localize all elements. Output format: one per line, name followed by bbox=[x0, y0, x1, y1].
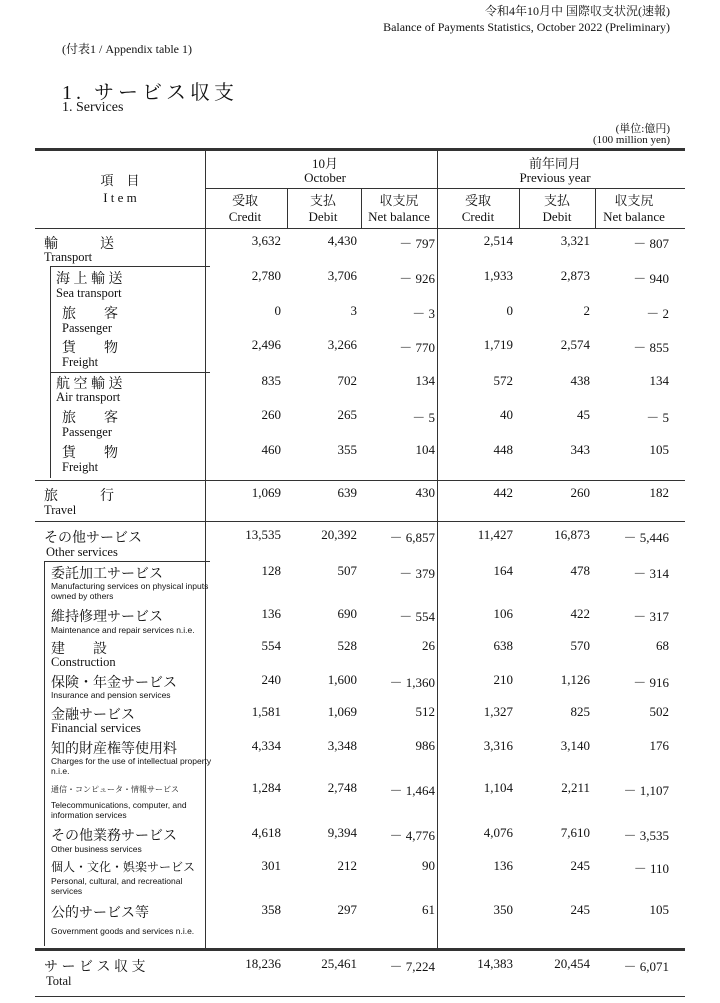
net-header-jp: 収支尻 bbox=[379, 193, 419, 208]
row-label-en: Construction bbox=[51, 655, 116, 669]
cell-debit-prev: 245 bbox=[570, 858, 590, 873]
cell-net-prev: － 5,446 bbox=[623, 530, 669, 545]
cell-debit: 1,069 bbox=[327, 704, 357, 719]
cell-net: － 1,464 bbox=[389, 783, 435, 798]
cell-credit-prev: 14,383 bbox=[477, 956, 513, 971]
cell-credit: 240 bbox=[261, 672, 281, 687]
item-header-jp: 項 目 bbox=[100, 173, 140, 188]
cell-credit: 18,236 bbox=[245, 956, 281, 971]
table-row bbox=[0, 738, 720, 756]
row-label-jp: その他サービス bbox=[44, 531, 142, 546]
cell-credit-prev: 1,327 bbox=[483, 704, 513, 719]
subgroup-rule bbox=[50, 266, 210, 267]
row-label-en: Travel bbox=[44, 503, 77, 517]
cell-net-prev: － 916 bbox=[633, 675, 669, 690]
cell-net-prev: － 5 bbox=[646, 410, 669, 425]
table-row bbox=[0, 858, 720, 876]
cell-debit: 4,430 bbox=[327, 233, 357, 248]
table-row bbox=[0, 563, 720, 581]
row-label-en: Freight bbox=[62, 355, 99, 369]
cell-net-prev: － 6,071 bbox=[623, 959, 669, 974]
cell-credit: 4,334 bbox=[251, 738, 281, 753]
row-label-jp: 通信・コンピュータ・情報サービス bbox=[51, 785, 179, 794]
row-label-en: Air transport bbox=[56, 390, 121, 404]
row-label-en: Passenger bbox=[62, 321, 112, 335]
header-divider bbox=[205, 188, 685, 189]
table-row bbox=[0, 780, 720, 798]
row-label-en: Other services bbox=[46, 545, 118, 559]
cell-credit: 0 bbox=[274, 303, 281, 318]
cell-credit-prev: 164 bbox=[493, 563, 513, 578]
row-label-en: Financial services bbox=[51, 721, 141, 735]
debit-header-en: Debit bbox=[308, 209, 338, 224]
cell-debit: 639 bbox=[337, 485, 357, 500]
subgroup-rule bbox=[44, 561, 210, 562]
row-label-jp: 旅 客 bbox=[62, 411, 118, 426]
cell-net: － 4,776 bbox=[389, 828, 435, 843]
cell-net: 26 bbox=[422, 638, 435, 653]
table-row bbox=[0, 337, 720, 355]
cell-debit: 507 bbox=[337, 563, 357, 578]
credit-header-jp: 受取 bbox=[231, 193, 258, 208]
table-row bbox=[0, 902, 720, 920]
cell-net: － 3 bbox=[412, 306, 435, 321]
cell-net-prev: － 317 bbox=[633, 609, 669, 624]
cell-net: － 554 bbox=[399, 609, 435, 624]
total-top-rule bbox=[35, 948, 685, 951]
table-row bbox=[0, 268, 720, 286]
cell-debit-prev: 20,454 bbox=[554, 956, 590, 971]
table-row bbox=[0, 527, 720, 545]
table-row bbox=[0, 485, 720, 503]
cell-credit-prev: 1,104 bbox=[483, 780, 513, 795]
cell-net: 134 bbox=[415, 373, 435, 388]
row-label-jp: 海 上 輸 送 bbox=[56, 272, 123, 287]
row-label-jp: 貨 物 bbox=[62, 446, 118, 461]
cell-credit-prev: 136 bbox=[493, 858, 513, 873]
cell-credit: 1,581 bbox=[251, 704, 281, 719]
cell-net: － 379 bbox=[399, 566, 435, 581]
cell-net-prev: － 2 bbox=[646, 306, 669, 321]
cell-debit-prev: 825 bbox=[570, 704, 590, 719]
cell-debit: 355 bbox=[337, 442, 357, 457]
total-label-en: Total bbox=[46, 974, 72, 988]
cell-debit: 3,348 bbox=[327, 738, 357, 753]
cell-credit: 358 bbox=[261, 902, 281, 917]
cell-net: － 770 bbox=[399, 340, 435, 355]
cell-credit: 554 bbox=[261, 638, 281, 653]
cell-debit-prev: 478 bbox=[570, 563, 590, 578]
row-label-en: Sea transport bbox=[56, 286, 122, 300]
section-title-en: 1. Services bbox=[62, 100, 124, 115]
credit-header-en: Credit bbox=[461, 209, 495, 224]
cell-net: 90 bbox=[422, 858, 435, 873]
row-label-jp: 旅 客 bbox=[62, 307, 118, 322]
credit-header-en: Credit bbox=[228, 209, 262, 224]
cell-credit: 301 bbox=[261, 858, 281, 873]
debit-header-jp: 支払 bbox=[543, 193, 570, 208]
header-bottom-rule bbox=[35, 228, 685, 229]
cell-credit-prev: 638 bbox=[493, 638, 513, 653]
cell-debit-prev: 343 bbox=[570, 442, 590, 457]
cell-credit: 2,496 bbox=[251, 337, 281, 352]
cell-debit: 702 bbox=[337, 373, 357, 388]
cell-net-prev: － 314 bbox=[633, 566, 669, 581]
net-header-en: Net balance bbox=[368, 209, 430, 224]
month-header-en: October bbox=[304, 170, 346, 185]
total-row bbox=[0, 956, 720, 974]
row-label-jp: その他業務サービス bbox=[51, 829, 177, 844]
cell-credit: 835 bbox=[261, 373, 281, 388]
cell-credit: 136 bbox=[261, 606, 281, 621]
cell-credit-prev: 106 bbox=[493, 606, 513, 621]
cell-debit-prev: 45 bbox=[577, 407, 590, 422]
group-divider bbox=[35, 521, 685, 522]
cell-credit-prev: 448 bbox=[493, 442, 513, 457]
row-label-en: Freight bbox=[62, 460, 99, 474]
table-bottom-rule bbox=[35, 996, 685, 997]
cell-debit: 20,392 bbox=[321, 527, 357, 542]
table-row bbox=[0, 704, 720, 722]
cell-debit-prev: 1,126 bbox=[560, 672, 590, 687]
cell-credit-prev: 1,933 bbox=[483, 268, 513, 283]
item-header-en: I t e m bbox=[103, 190, 137, 205]
cell-debit-prev: 2 bbox=[583, 303, 590, 318]
cell-debit-prev: 260 bbox=[570, 485, 590, 500]
row-label-jp: 輸 送 bbox=[44, 237, 114, 252]
cell-credit-prev: 2,514 bbox=[483, 233, 513, 248]
cell-credit-prev: 572 bbox=[493, 373, 513, 388]
table-row bbox=[0, 638, 720, 656]
cell-net-prev: － 1,107 bbox=[623, 783, 669, 798]
cell-net: 986 bbox=[415, 738, 435, 753]
net-header-en: Net balance bbox=[603, 209, 665, 224]
net-header-jp: 収支尻 bbox=[614, 193, 654, 208]
row-label-jp: 個人・文化・娯楽サービス bbox=[51, 860, 196, 874]
cell-debit: 212 bbox=[337, 858, 357, 873]
total-label-jp: サ ー ビ ス 収 支 bbox=[44, 960, 146, 975]
cell-credit: 3,632 bbox=[251, 233, 281, 248]
row-label-jp: 知的財産権等使用料 bbox=[51, 742, 177, 757]
cell-net: 61 bbox=[422, 902, 435, 917]
table-row bbox=[0, 606, 720, 624]
row-label-jp: 航 空 輸 送 bbox=[56, 377, 123, 392]
cell-credit: 128 bbox=[261, 563, 281, 578]
row-label-jp: 委託加工サービス bbox=[51, 567, 163, 582]
row-label-en: Passenger bbox=[62, 425, 112, 439]
cell-debit: 1,600 bbox=[327, 672, 357, 687]
cell-net: 104 bbox=[415, 442, 435, 457]
row-label-en: Other business services bbox=[51, 844, 142, 854]
cell-credit-prev: 1,719 bbox=[483, 337, 513, 352]
cell-net-prev: 502 bbox=[649, 704, 669, 719]
cell-debit: 9,394 bbox=[327, 825, 357, 840]
section-title-jp: 1. サービス収支 bbox=[62, 82, 238, 104]
cell-credit: 4,618 bbox=[251, 825, 281, 840]
table-row bbox=[0, 825, 720, 843]
cell-debit-prev: 7,610 bbox=[560, 825, 590, 840]
cell-debit: 265 bbox=[337, 407, 357, 422]
row-label-jp: 金融サービス bbox=[51, 708, 135, 723]
month-header-jp: 10月 bbox=[311, 156, 338, 171]
cell-credit-prev: 4,076 bbox=[483, 825, 513, 840]
row-label-jp: 旅 行 bbox=[44, 489, 114, 504]
cell-net-prev: － 940 bbox=[633, 271, 669, 286]
report-title-jp: 令和4年10月中 国際収支状況(速報) bbox=[485, 4, 670, 18]
cell-debit: 25,461 bbox=[321, 956, 357, 971]
cell-debit: 690 bbox=[337, 606, 357, 621]
cell-debit: 2,748 bbox=[327, 780, 357, 795]
cell-debit: 3 bbox=[350, 303, 357, 318]
row-label-jp: 維持修理サービス bbox=[51, 610, 163, 625]
debit-header-en: Debit bbox=[542, 209, 572, 224]
cell-debit: 3,706 bbox=[327, 268, 357, 283]
cell-credit: 460 bbox=[261, 442, 281, 457]
cell-credit-prev: 210 bbox=[493, 672, 513, 687]
cell-credit-prev: 3,316 bbox=[483, 738, 513, 753]
table-row bbox=[0, 373, 720, 391]
cell-debit-prev: 570 bbox=[570, 638, 590, 653]
cell-debit-prev: 245 bbox=[570, 902, 590, 917]
prev-header-en: Previous year bbox=[519, 170, 591, 185]
cell-net-prev: 182 bbox=[649, 485, 669, 500]
cell-debit-prev: 438 bbox=[570, 373, 590, 388]
unit-label-en: (100 million yen) bbox=[593, 134, 670, 146]
cell-debit-prev: 3,140 bbox=[560, 738, 590, 753]
prev-header-jp: 前年同月 bbox=[528, 156, 581, 171]
cell-credit: 2,780 bbox=[251, 268, 281, 283]
cell-credit: 13,535 bbox=[245, 527, 281, 542]
cell-net-prev: 176 bbox=[649, 738, 669, 753]
table-top-rule bbox=[35, 148, 685, 151]
table-row bbox=[0, 442, 720, 460]
credit-header-jp: 受取 bbox=[464, 193, 491, 208]
row-label-jp: 建 設 bbox=[51, 642, 107, 657]
cell-net-prev: － 110 bbox=[633, 861, 669, 876]
row-label-en: Charges for the use of intellectual property n.i.e. bbox=[51, 756, 212, 776]
cell-debit-prev: 2,211 bbox=[561, 780, 590, 795]
table-row bbox=[0, 303, 720, 321]
cell-debit: 297 bbox=[337, 902, 357, 917]
appendix-label: (付表1 / Appendix table 1) bbox=[62, 42, 192, 56]
cell-net-prev: 134 bbox=[649, 373, 669, 388]
table-row bbox=[0, 672, 720, 690]
cell-net: － 5 bbox=[412, 410, 435, 425]
cell-debit-prev: 16,873 bbox=[554, 527, 590, 542]
cell-net: － 6,857 bbox=[389, 530, 435, 545]
cell-debit-prev: 2,873 bbox=[560, 268, 590, 283]
cell-net-prev: － 3,535 bbox=[623, 828, 669, 843]
group-divider bbox=[35, 480, 685, 481]
cell-credit: 260 bbox=[261, 407, 281, 422]
debit-header-jp: 支払 bbox=[309, 193, 336, 208]
cell-credit: 1,069 bbox=[251, 485, 281, 500]
cell-credit-prev: 11,427 bbox=[477, 527, 513, 542]
cell-credit-prev: 40 bbox=[500, 407, 513, 422]
cell-debit-prev: 2,574 bbox=[560, 337, 590, 352]
row-label-en: Transport bbox=[44, 250, 93, 264]
row-label-en: Personal, cultural, and recreational services bbox=[51, 876, 183, 896]
report-title-en: Balance of Payments Statistics, October 2022 (Preliminary) bbox=[383, 20, 670, 34]
cell-credit-prev: 350 bbox=[493, 902, 513, 917]
cell-credit-prev: 442 bbox=[493, 485, 513, 500]
cell-net-prev: － 855 bbox=[633, 340, 669, 355]
cell-net: － 797 bbox=[399, 236, 435, 251]
cell-net-prev: 105 bbox=[649, 442, 669, 457]
cell-net: 512 bbox=[415, 704, 435, 719]
row-label-jp: 公的サービス等 bbox=[51, 906, 149, 921]
row-label-en: Government goods and services n.i.e. bbox=[51, 926, 195, 936]
row-label-jp: 保険・年金サービス bbox=[51, 676, 177, 691]
cell-debit-prev: 3,321 bbox=[560, 233, 590, 248]
cell-debit: 3,266 bbox=[327, 337, 357, 352]
cell-net: － 1,360 bbox=[389, 675, 435, 690]
row-label-en: Maintenance and repair services n.i.e. bbox=[51, 625, 195, 635]
row-label-en: Manufacturing services on physical inputs owned by others bbox=[51, 581, 209, 601]
unit-label-jp: (単位:億円) bbox=[615, 123, 670, 135]
cell-net-prev: 105 bbox=[649, 902, 669, 917]
cell-net: 430 bbox=[415, 485, 435, 500]
row-label-jp: 貨 物 bbox=[62, 341, 118, 356]
row-label-en: Telecommunications, computer, and information services bbox=[51, 800, 187, 820]
cell-net-prev: － 807 bbox=[633, 236, 669, 251]
cell-credit: 1,284 bbox=[251, 780, 281, 795]
table-row bbox=[0, 407, 720, 425]
cell-credit-prev: 0 bbox=[506, 303, 513, 318]
cell-debit-prev: 422 bbox=[570, 606, 590, 621]
cell-debit: 528 bbox=[337, 638, 357, 653]
cell-net-prev: 68 bbox=[656, 638, 669, 653]
cell-net: － 926 bbox=[399, 271, 435, 286]
table-row bbox=[0, 233, 720, 251]
cell-net: － 7,224 bbox=[389, 959, 435, 974]
row-label-en: Insurance and pension services bbox=[51, 690, 171, 700]
